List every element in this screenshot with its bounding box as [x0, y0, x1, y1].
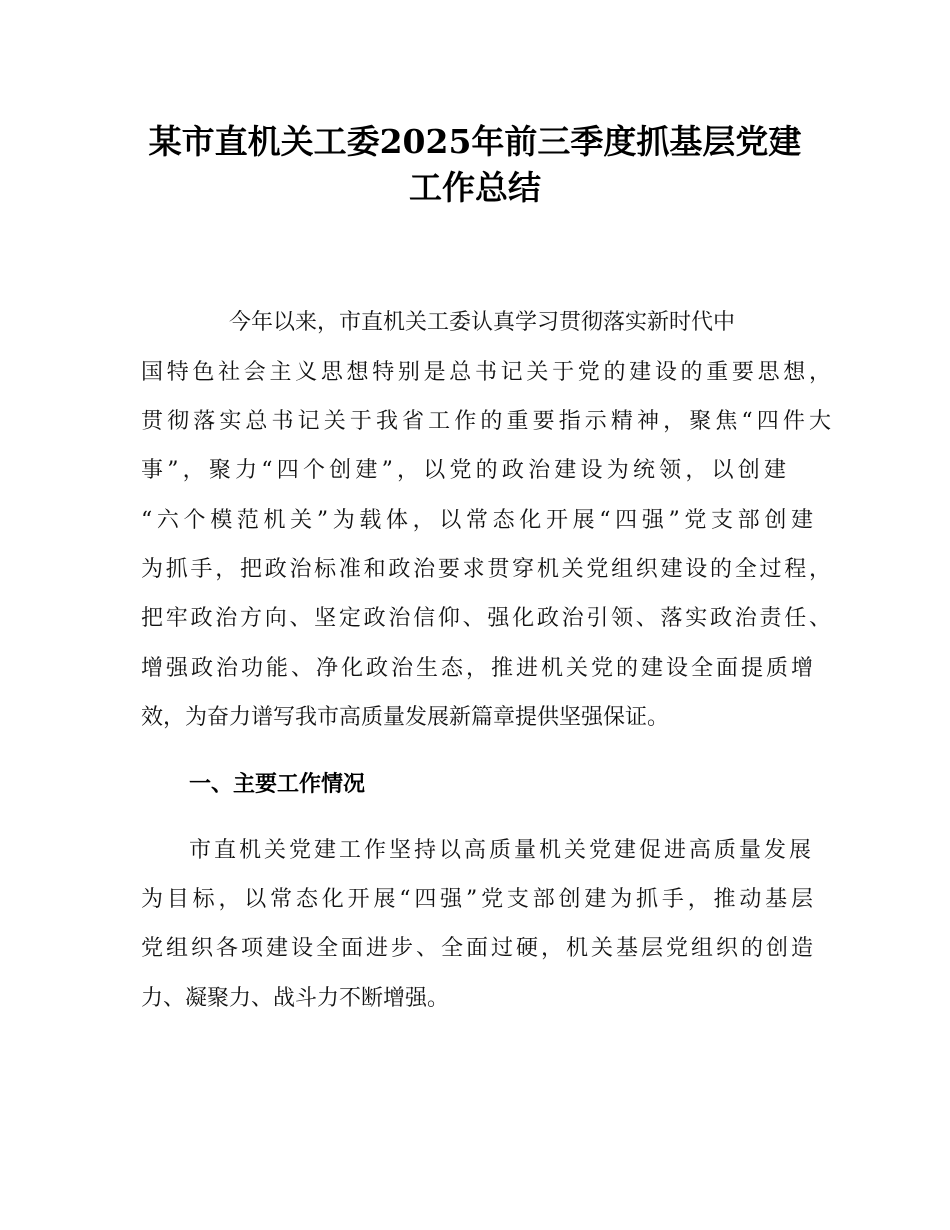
paragraph-line: 党组织各项建设全面进步、全面过硬，机关基层党组织的创造	[141, 936, 813, 961]
paragraph-line: 效，为奋力谱写我市高质量发展新篇章提供坚强保证。	[141, 705, 670, 730]
paragraph-line: 贯彻落实总书记关于我省工作的重要指示精神，聚焦“四件大	[141, 409, 831, 434]
document-title-line-2: 工作总结	[409, 168, 541, 207]
paragraph-line: 今年以来，市直机关工委认真学习贯彻落实新时代中	[229, 310, 736, 335]
paragraph-line: 为抓手，把政治标准和政治要求贯穿机关党组织建设的全过程，	[141, 557, 831, 582]
paragraph-line: 为目标，以常态化开展“四强”党支部创建为抓手，推动基层	[141, 887, 813, 912]
document-title-line-1: 某市直机关工委2025年前三季度抓基层党建	[148, 122, 802, 161]
section-heading-main-work: 一、主要工作情况	[189, 772, 366, 797]
paragraph-line: “六个模范机关”为载体，以常态化开展“四强”党支部创建	[141, 508, 813, 533]
paragraph-line: 事”，聚力“四个创建”，以党的政治建设为统领，以创建	[141, 458, 786, 483]
paragraph-line: 力、凝聚力、战斗力不断增强。	[141, 986, 450, 1011]
paragraph-line: 把牢政治方向、坚定政治信仰、强化政治引领、落实政治责任、	[141, 606, 831, 631]
paragraph-line: 国特色社会主义思想特别是总书记关于党的建设的重要思想，	[141, 360, 831, 385]
paragraph-line: 增强政治功能、净化政治生态，推进机关党的建设全面提质增	[141, 656, 813, 681]
paragraph-line: 市直机关党建工作坚持以高质量机关党建促进高质量发展	[189, 838, 811, 863]
